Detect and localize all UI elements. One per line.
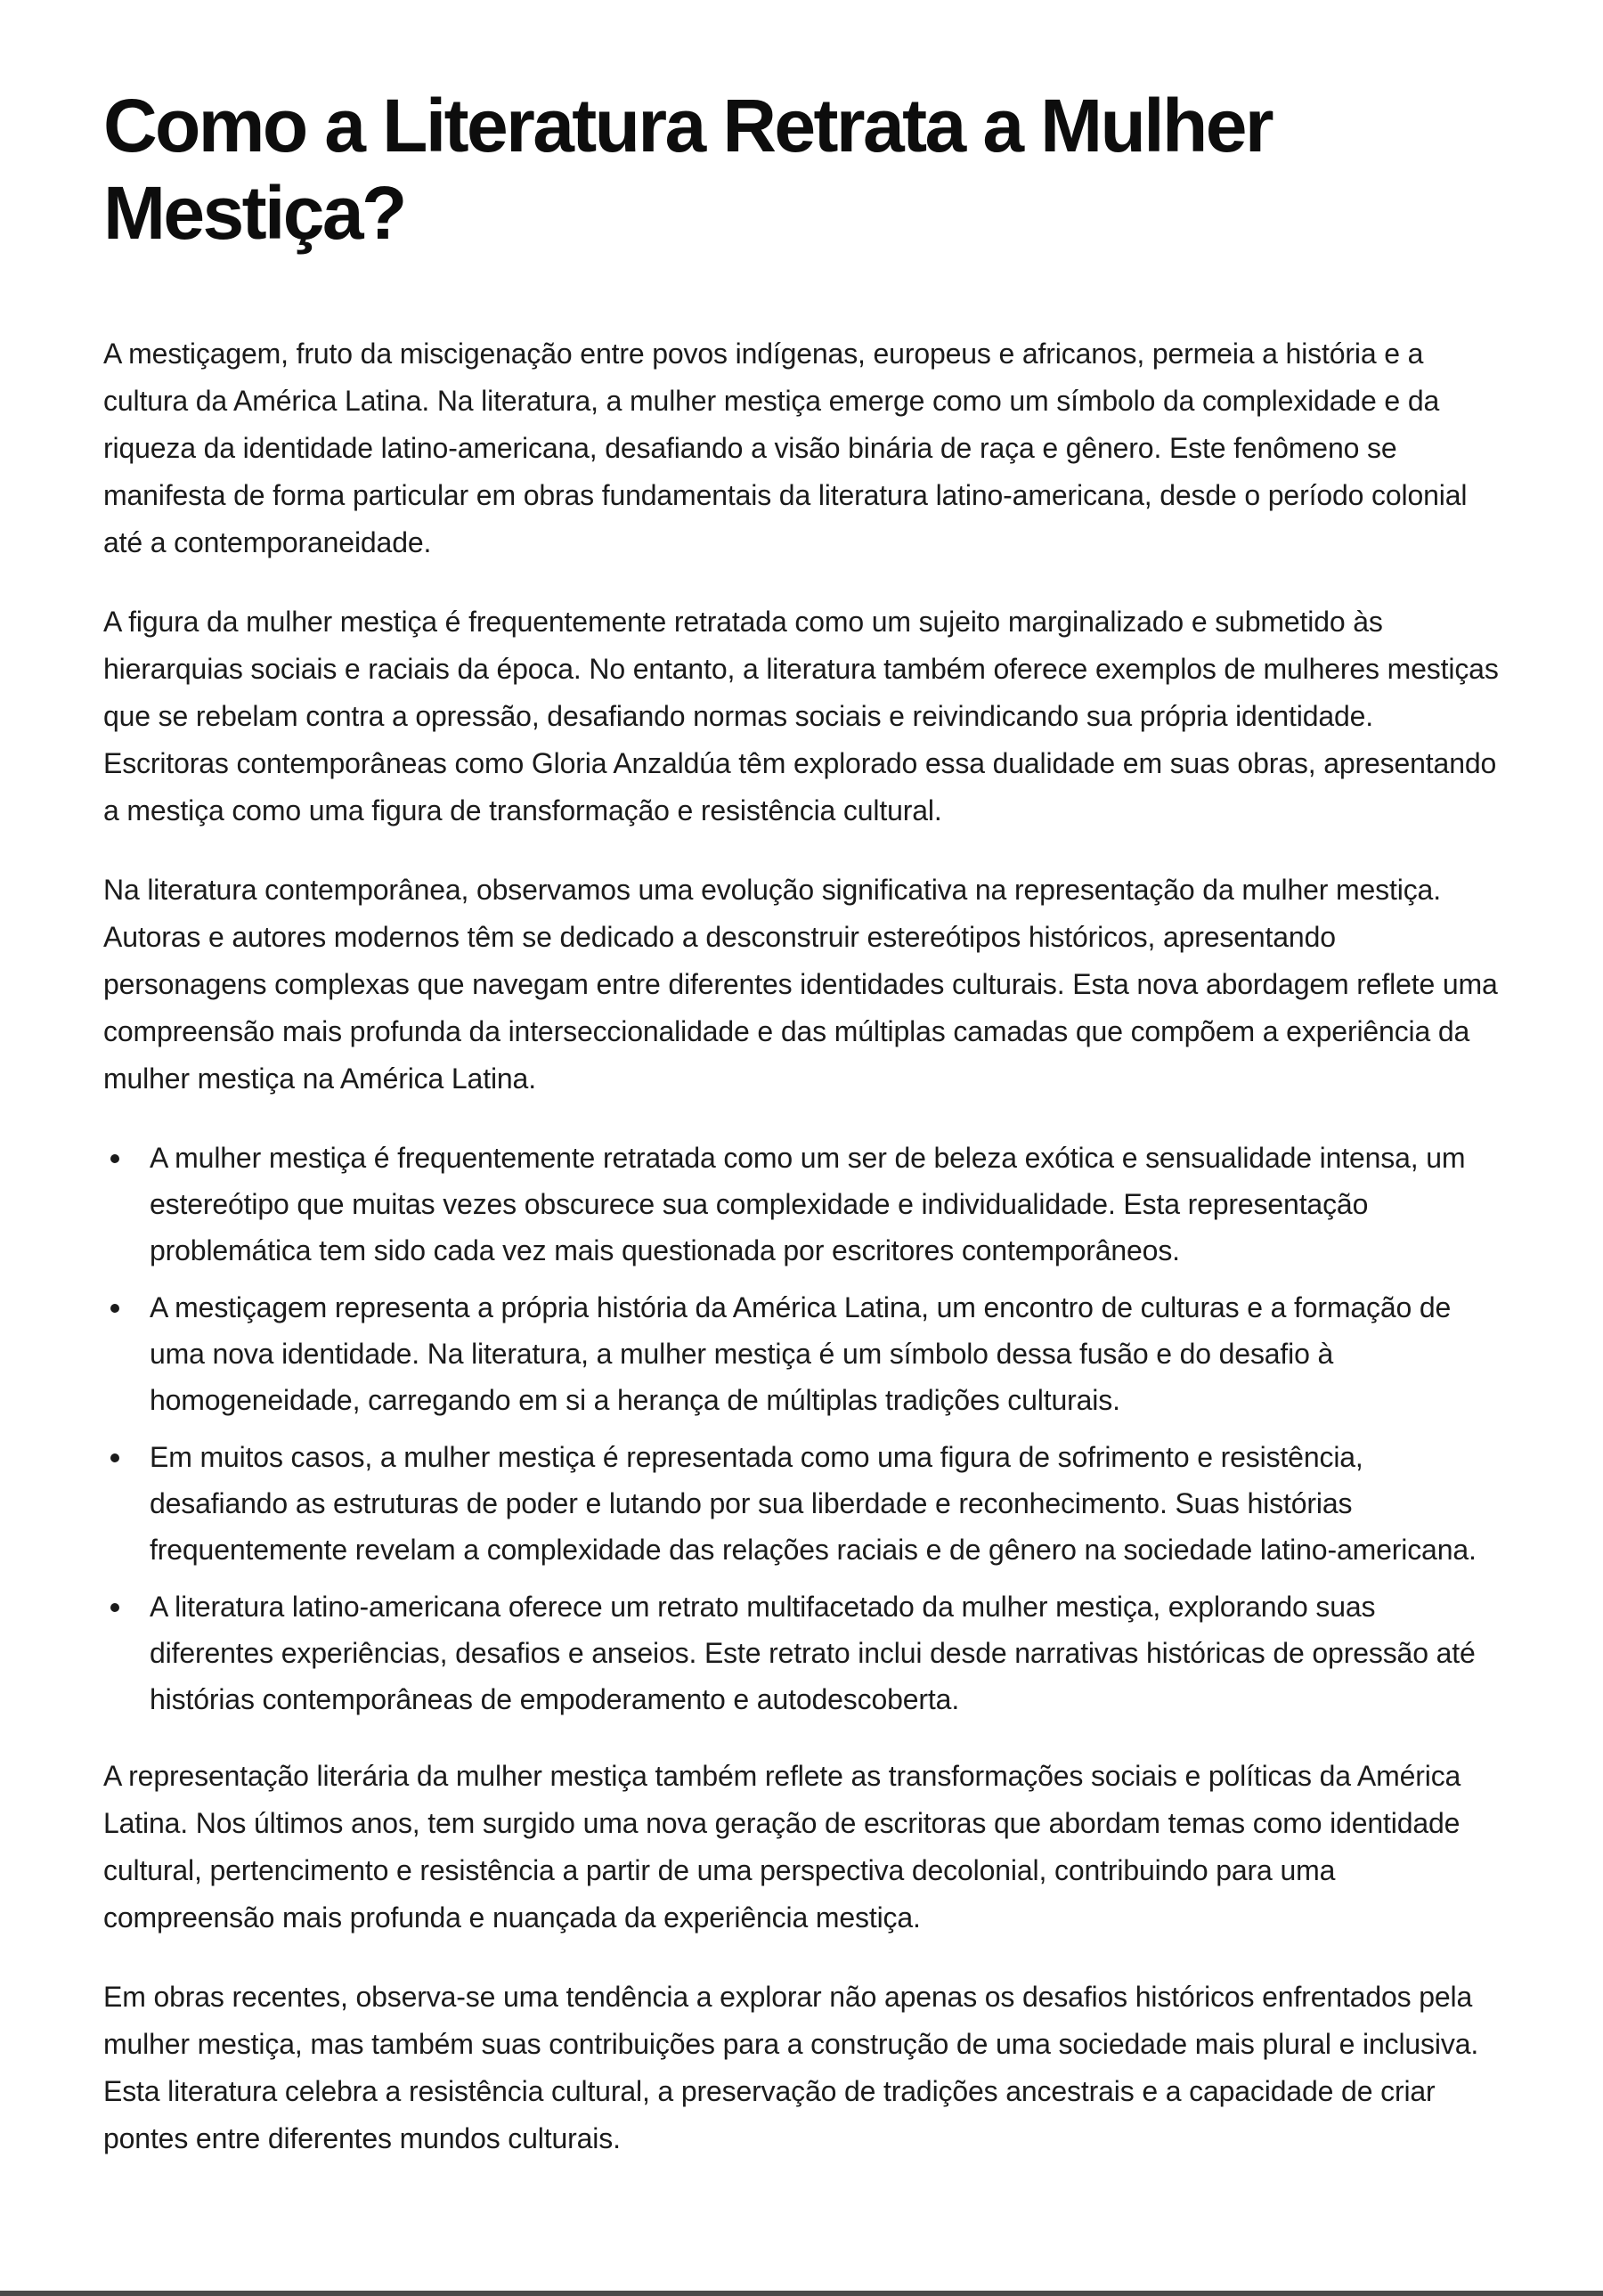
body-paragraph-recent-works: Em obras recentes, observa-se uma tendência a explorar não apenas os desafios históricos enfrentados pela mulher mestiça, mas também suas contribuições para a construção de uma sociedade mais plural e inclusiva. Esta literatura celebra a resistência cultural, a preservação de tradições ancestrais e a capacidade de criar pontes entre diferentes mundos culturais. — [103, 1980, 1479, 2154]
page-title: Como a Literatura Retrata a Mulher Mestiça? — [103, 84, 1272, 256]
bullet-dot-icon — [110, 1603, 119, 1612]
list-item-text: A literatura latino-americana oferece um retrato multifacetado da mulher mestiça, explorando suas diferentes experiências, desafios e anseios. Este retrato inclui desde narrativas históricas de opressão até histórias contemporâneas de empoderamento e autodescoberta. — [150, 1590, 1476, 1715]
list-item-text: A mulher mestiça é frequentemente retratada como um ser de beleza exótica e sensualidade intensa, um estereótipo que muitas vezes obscurece sua complexidade e individualidade. Esta representação problemática tem sido cada vez mais questionada por escritores contemporâneos. — [150, 1141, 1466, 1266]
list-item-text: A mestiçagem representa a própria história da América Latina, um encontro de culturas e a formação de uma nova identidade. Na literatura, a mulher mestiça é um símbolo dessa fusão e do desafio à homogeneidade, carregando em si a herança de múltiplas tradições culturais. — [150, 1290, 1452, 1416]
body-paragraph-contemporary: Na literatura contemporânea, observamos uma evolução significativa na representação da mulher mestiça. Autoras e autores modernos têm se dedicado a desconstruir estereótipos históricos, apresentando personagens complexas que navegam entre diferentes identidades culturais. Esta nova abordagem reflete uma compreensão mais profunda da interseccionalidade e das múltiplas camadas que compõem a experiência da mulher mestiça na América Latina. — [103, 873, 1498, 1095]
bullet-dot-icon — [110, 1453, 119, 1462]
body-paragraph-marginalization: A figura da mulher mestiça é frequentemente retratada como um sujeito marginalizado e submetido às hierarquias sociais e raciais da época. No entanto, a literatura também oferece exemplos de mulheres mestiças que se rebelam contra a opressão, desafiando normas sociais e reivindicando sua própria identidade. Escritoras contemporâneas como Gloria Anzaldúa têm explorado essa dualidade em suas obras, apresentando a mestiça como uma figura de transformação e resistência cultural. — [103, 605, 1499, 826]
list-item — [103, 1284, 1505, 1423]
list-item — [103, 1434, 1505, 1573]
list-item — [103, 1135, 1505, 1274]
list-item-text: Em muitos casos, a mulher mestiça é representada como uma figura de sofrimento e resistência, desafiando as estruturas de poder e lutando por sua liberdade e reconhecimento. Suas histórias frequentemente revelam a complexidade das relações raciais e de gênero na sociedade latino-americana. — [150, 1440, 1477, 1566]
article — [103, 82, 1505, 2194]
body-paragraph-transformations: A representação literária da mulher mestiça também reflete as transformações sociais e políticas da América Latina. Nos últimos anos, tem surgido uma nova geração de escritoras que abordam temas como identidade cultural, pertencimento e resistência a partir de uma perspectiva decolonial, contribuindo para uma compreensão mais profunda e nuançada da experiência mestiça. — [103, 1759, 1461, 1934]
bullet-dot-icon — [110, 1304, 119, 1313]
list-item — [103, 1584, 1505, 1722]
intro-paragraph: A mestiçagem, fruto da miscigenação entre povos indígenas, europeus e africanos, permeia a história e a cultura da América Latina. Na literatura, a mulher mestiça emerge como um símbolo da complexidade e da riqueza da identidade latino-americana, desafiando a visão binária de raça e gênero. Este fenômeno se manifesta de forma particular em obras fundamentais da literatura latino-americana, desde o período colonial até a contemporaneidade. — [103, 337, 1468, 558]
bullet-dot-icon — [110, 1154, 119, 1163]
bullet-list — [103, 1135, 1505, 1722]
bottom-divider — [0, 2291, 1603, 2296]
